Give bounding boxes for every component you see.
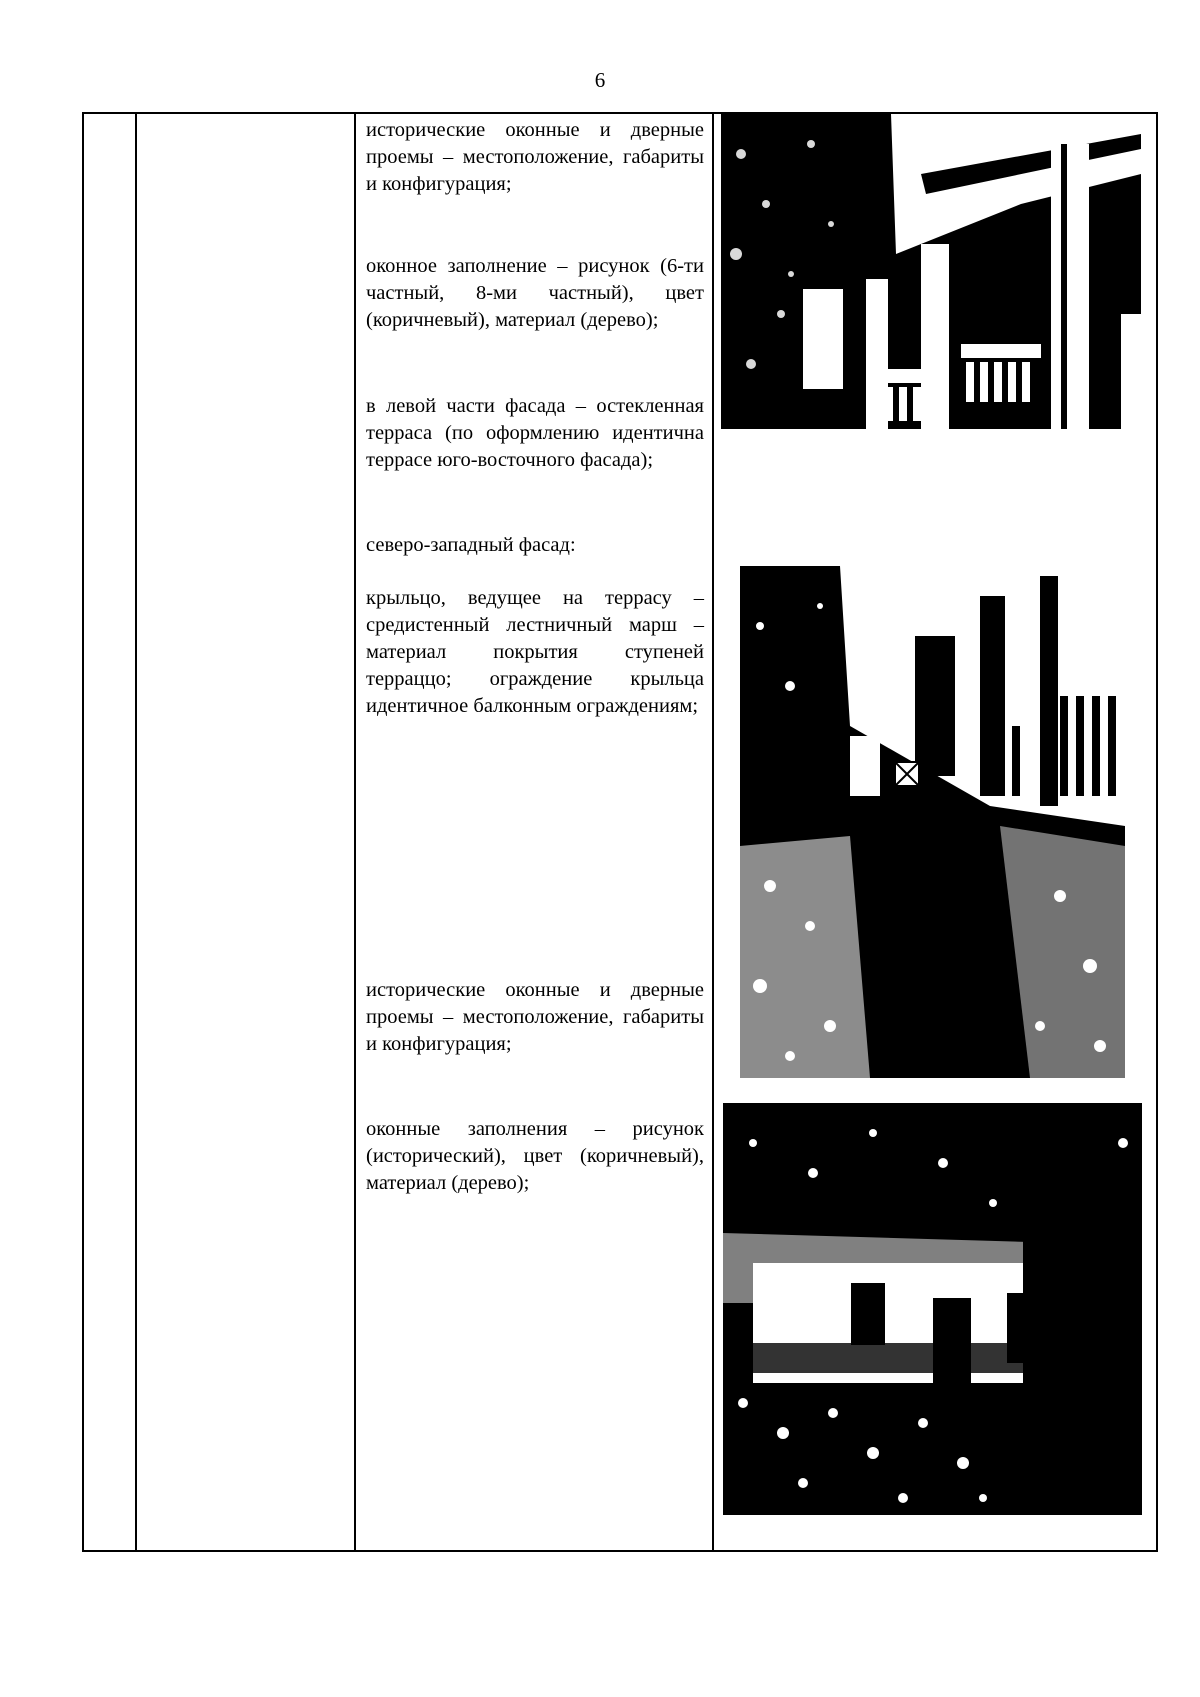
paragraph-window-openings-2 [366, 977, 704, 1058]
page-number: 6 [594, 68, 606, 92]
paragraph-text: крыльцо, ведущее на террасу – средистенный лестничный марш – материал покрытия ступеней терраццо; ограждение крыльца идентичное балконным ограждениям; [366, 587, 704, 717]
paragraph-text: исторические оконные и дверные проемы – местоположение, габариты и конфигурация; [366, 979, 704, 1055]
column-divider [135, 114, 137, 1550]
paragraph-text: оконное заполнение – рисунок (6-ти частный, 8-ми частный), цвет (коричневый), материал (дерево); [366, 255, 704, 331]
paragraph-window-openings [366, 117, 704, 198]
paragraph-northwest-facade [366, 532, 704, 559]
column-divider [712, 114, 714, 1550]
paragraph-text: оконные заполнения – рисунок (исторический), цвет (коричневый), материал (дерево); [366, 1118, 704, 1194]
paragraph-window-filling [366, 253, 704, 334]
paragraph-terrace [366, 393, 704, 474]
northwest-facade-photo [723, 1103, 1142, 1515]
paragraph-text: исторические оконные и дверные проемы – местоположение, габариты и конфигурация; [366, 119, 704, 195]
paragraph-porch [366, 585, 704, 720]
paragraph-text: северо-западный фасад: [366, 534, 576, 556]
paragraph-text: в левой части фасада – остекленная терраса (по оформлению идентична террасе юго-восточного фасада); [366, 395, 704, 471]
column-divider [354, 114, 356, 1550]
porch-stairs-photo [740, 566, 1125, 1078]
facade-terrace-photo [721, 114, 1141, 429]
paragraph-window-filling-2 [366, 1116, 704, 1197]
